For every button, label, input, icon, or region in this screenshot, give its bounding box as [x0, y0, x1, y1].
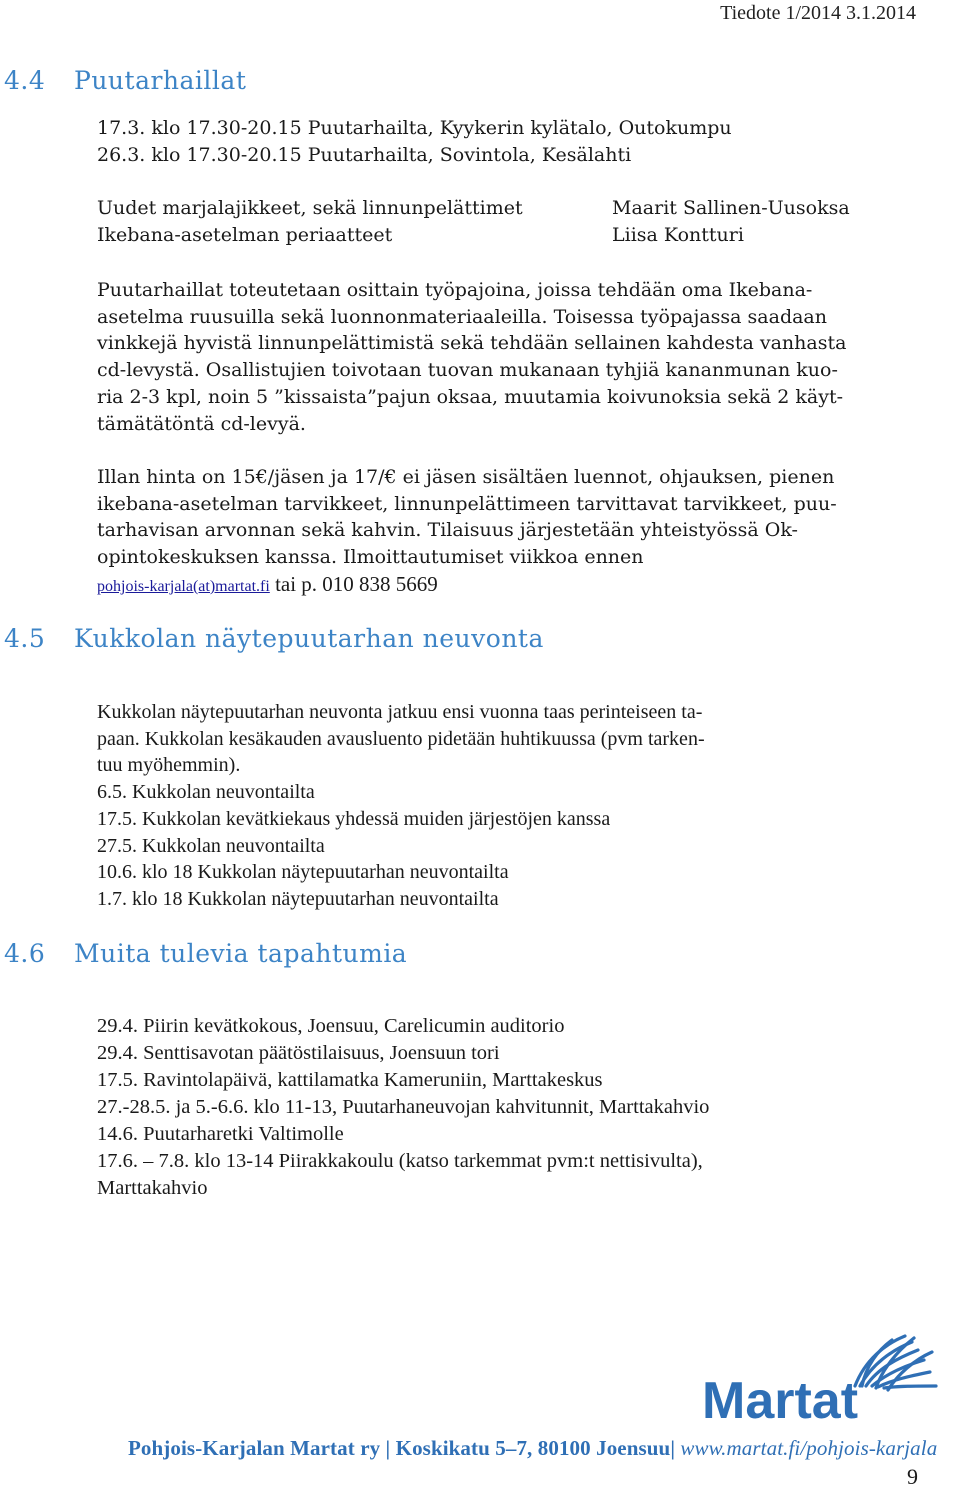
list-item: 27.5. Kukkolan neuvontailta [97, 834, 325, 857]
paragraph-line: paan. Kukkolan kesäkauden avausluento pidetään huhtikuussa (pvm tarken- [97, 727, 705, 750]
section-title: Puutarhaillat [74, 66, 247, 95]
paragraph-line: ria 2-3 kpl, noin 5 ”kissaista”pajun oksaa, muutamia koivunoksia sekä 2 käyt- [97, 385, 844, 408]
list-item: 1.7. klo 18 Kukkolan näytepuutarhan neuvontailta [97, 888, 499, 911]
price-paragraph [97, 464, 897, 601]
page-number: 9 [907, 1464, 918, 1489]
footer-address: Pohjois-Karjalan Martat ry | Koskikatu 5–7, 80100 Joensuu| [128, 1436, 681, 1460]
section-heading-4-5 [4, 624, 544, 653]
martat-logo [700, 1330, 952, 1436]
workshop-paragraph [97, 277, 897, 437]
list-item: 17.6. – 7.8. klo 13-14 Piirakkakoulu (katso tarkemmat pvm:t nettisivulta), [97, 1150, 703, 1172]
list-item: 29.4. Piirin kevätkokous, Joensuu, Carelicumin auditorio [97, 1015, 565, 1037]
section-title: Kukkolan näytepuutarhan neuvonta [74, 624, 544, 653]
list-item: 6.5. Kukkolan neuvontailta [97, 781, 315, 803]
list-item: 17.5. Ravintolapäivä, kattilamatka Kameruniin, Marttakeskus [97, 1069, 603, 1091]
footer-address-bar [128, 1436, 937, 1461]
topic-line: Uudet marjalajikkeet, sekä linnunpelättimet [97, 197, 523, 219]
document-header: Tiedote 1/2014 3.1.2014 [720, 2, 916, 24]
list-item: 10.6. klo 18 Kukkolan näytepuutarhan neuvontailta [97, 861, 509, 884]
paragraph-line: Puutarhaillat toteutetaan osittain työpajoina, joissa tehdään oma Ikebana- [97, 279, 813, 301]
list-item: 17.5. Kukkolan kevätkiekaus yhdessä muiden järjestöjen kanssa [97, 807, 611, 830]
paragraph-line: Kukkolan näytepuutarhan neuvonta jatkuu ensi vuonna taas perinteiseen ta- [97, 701, 703, 723]
paragraph-line: opintokeskuksen kanssa. Ilmoittautumiset viikkoa ennen [97, 546, 644, 569]
list-item: 29.4. Senttisavotan päätöstilaisuus, Joensuun tori [97, 1042, 500, 1064]
upcoming-events-list [97, 1013, 709, 1202]
list-item: 27.-28.5. ja 5.-6.6. klo 11-13, Puutarhaneuvojan kahvitunnit, Marttakahvio [97, 1096, 710, 1118]
speaker-line: Maarit Sallinen-Uusoksa [612, 197, 850, 219]
logo-text: Martat [702, 1372, 859, 1430]
paragraph-line: tuu myöhemmin). [97, 754, 241, 777]
contact-line [97, 571, 897, 601]
event-line: 26.3. klo 17.30-20.15 Puutarhailta, Sovintola, Kesälahti [97, 144, 632, 166]
paragraph-line: Illan hinta on 15€/jäsen ja 17/€ ei jäsen sisältäen luennot, ohjauksen, pienen [97, 466, 835, 488]
section-number: 4.5 [4, 624, 46, 653]
section-number: 4.4 [4, 66, 46, 95]
section-heading-4-6 [4, 939, 407, 968]
paragraph-line: asetelma ruusuilla sekä luonnonmateriaaleilla. Toisessa työpajassa saadaan [97, 305, 827, 328]
list-item: Marttakahvio [97, 1177, 208, 1199]
kukkola-event-list [97, 779, 610, 913]
email-link[interactable]: pohjois-karjala(at)martat.fi [97, 577, 270, 595]
paragraph-line: tarhavisan arvonnan sekä kahvin. Tilaisuus järjestetään yhteistyössä Ok- [97, 519, 798, 542]
paragraph-line: ikebana-asetelman tarvikkeet, linnunpelättimeen tarvittavat tarvikkeet, puu- [97, 492, 837, 515]
footer-website[interactable]: www.martat.fi/pohjois-karjala [680, 1436, 938, 1460]
kukkola-intro [97, 699, 897, 779]
topic-line: Ikebana-asetelman periaatteet [97, 224, 393, 246]
paragraph-line: cd-levystä. Osallistujien toivotaan tuovan mukanaan tyhjiä kananmunan kuo- [97, 359, 838, 382]
section-number: 4.6 [4, 939, 46, 968]
speaker-line: Liisa Kontturi [612, 224, 744, 246]
event-line: 17.3. klo 17.30-20.15 Puutarhailta, Kyykerin kylätalo, Outokumpu [97, 117, 732, 139]
phone-text: tai p. 010 838 5669 [269, 571, 438, 596]
section-title: Muita tulevia tapahtumia [74, 939, 408, 968]
section-heading-4-4 [4, 66, 246, 95]
paragraph-line: vinkkejä hyvistä linnunpelättimistä sekä tehdään sellainen kahdesta vanhasta [97, 332, 847, 355]
paragraph-line: tämätätöntä cd-levyä. [97, 412, 306, 435]
list-item: 14.6. Puutarharetki Valtimolle [97, 1123, 344, 1145]
